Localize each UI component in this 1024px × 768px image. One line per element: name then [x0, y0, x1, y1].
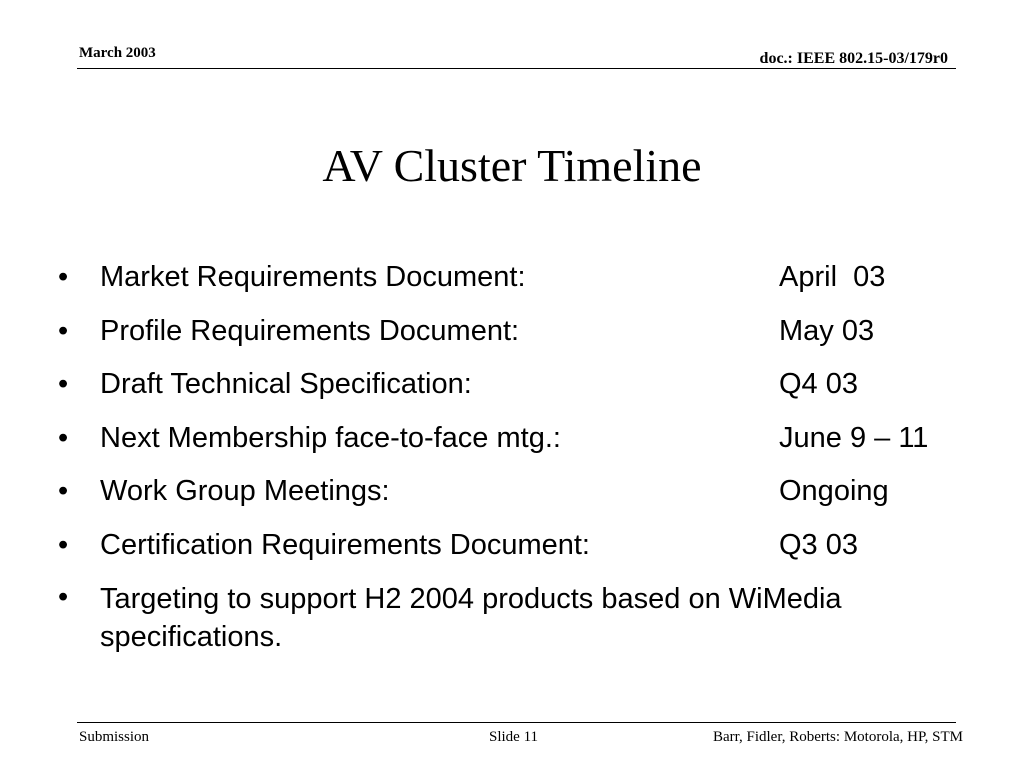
bullet-icon: •	[58, 475, 69, 508]
closing-text: Targeting to support H2 2004 products based on WiMedia specifications.	[100, 582, 842, 653]
list-item	[58, 524, 988, 567]
footer-slide-number: Slide 11	[489, 729, 539, 745]
list-item	[58, 363, 988, 406]
item-date: Q4 03	[779, 368, 858, 401]
header-date: March 2003	[79, 45, 156, 61]
footer-authors: Barr, Fidler, Roberts: Motorola, HP, STM	[712, 729, 963, 745]
item-label: Work Group Meetings:	[100, 475, 390, 508]
header-doc-id: doc.: IEEE 802.15-03/179r0	[759, 50, 948, 67]
slide-title: AV Cluster Timeline	[322, 140, 702, 191]
item-date: May 03	[779, 314, 875, 347]
item-date: June 9 – 11	[779, 421, 929, 454]
footer-divider	[77, 722, 956, 723]
bullet-icon: •	[58, 368, 69, 401]
list-item	[58, 470, 988, 513]
item-label: Next Membership face-to-face mtg.:	[100, 421, 561, 454]
list-item-closing	[58, 578, 988, 656]
footer-submission: Submission	[79, 729, 150, 745]
item-label: Draft Technical Specification:	[100, 368, 472, 401]
bullet-icon: •	[58, 580, 69, 613]
bullet-list	[58, 256, 988, 666]
bullet-icon: •	[58, 528, 69, 561]
list-item	[58, 310, 988, 353]
item-date: Q3 03	[779, 528, 858, 561]
bullet-icon: •	[58, 261, 69, 293]
item-date: April 03	[779, 261, 886, 293]
item-label: Market Requirements Document:	[100, 261, 526, 293]
item-label: Profile Requirements Document:	[100, 314, 520, 347]
list-item	[58, 417, 988, 460]
bullet-icon: •	[58, 314, 69, 347]
list-item	[58, 256, 988, 299]
bullet-icon: •	[58, 421, 69, 454]
header-divider	[77, 68, 956, 69]
item-label: Certification Requirements Document:	[100, 528, 590, 561]
item-date: Ongoing	[779, 475, 889, 508]
